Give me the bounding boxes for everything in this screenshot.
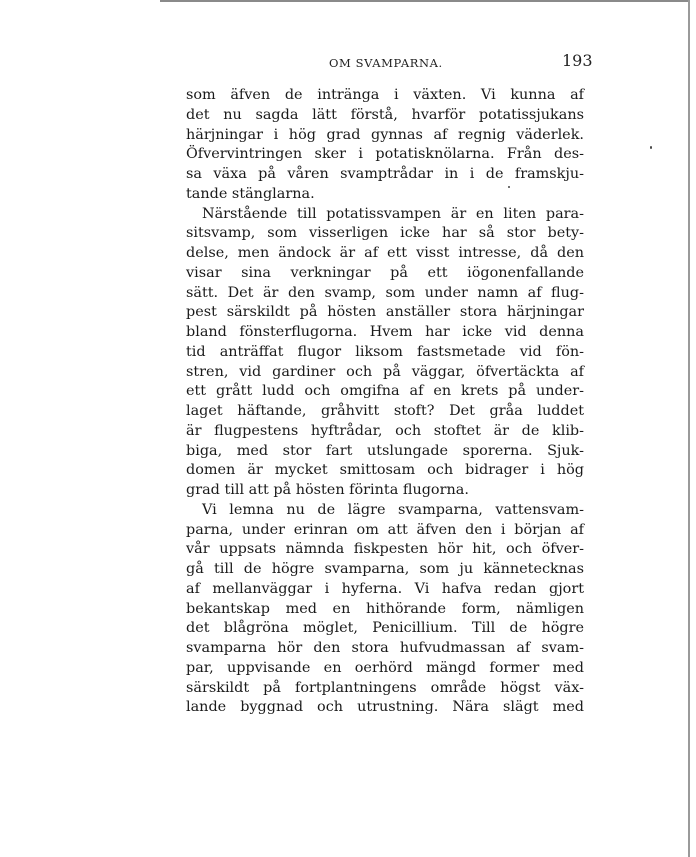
text-line: stren, vid gardiner och på väggar, öfvertäckta af: [186, 363, 584, 380]
text-line: tande stänglarna.: [186, 185, 315, 202]
text-line: sa växa på våren svamptrådar in i de framskju-: [186, 166, 584, 182]
text-line: laget häftande, gråhvitt stoft? Det gråa luddet: [186, 403, 584, 419]
text-line: biga, med stor fart utslungade sporerna. Sjuk-: [186, 442, 584, 459]
text-line: delse, men ändock är af ett visst intresse, då den: [186, 245, 584, 261]
text-line: det blågröna möglet, Penicillium. Till de högre: [186, 620, 584, 637]
text-line: pest särskildt på hösten anställer stora härjningar: [186, 304, 584, 321]
text-line: parna, under erinran om att äfven den i början af: [186, 521, 584, 538]
text-line: grad till att på hösten förinta flugorna.: [186, 482, 469, 498]
text-line: som äfven de intränga i växten. Vi kunna af: [186, 87, 584, 103]
text-line: vår uppsats nämnda fiskpesten hör hit, och öfver-: [186, 541, 584, 558]
text-line: sätt. Det är den svamp, som under namn af flug-: [186, 284, 584, 301]
text-line: tid anträffat flugor liksom fastsmetade vid fön-: [186, 343, 584, 360]
paragraph-start-line: Närstående till potatissvampen är en liten para-: [202, 205, 584, 222]
running-title: OM SVAMPARNA.: [329, 56, 443, 70]
body-text: [186, 86, 584, 718]
text-line: det nu sagda lätt förstå, hvarför potatissjukans: [186, 106, 584, 123]
top-edge-rule: [160, 0, 688, 2]
text-line: härjningar i hög grad gynnas af regnig väderlek.: [186, 126, 584, 143]
text-line: Öfvervintringen sker i potatisknölarna. Från des-: [186, 146, 584, 163]
text-line: särskildt på fortplantningens område högst väx-: [186, 679, 584, 696]
text-line: domen är mycket smittosam och bidrager i hög: [186, 462, 584, 479]
text-line: bekantskap med en hithörande form, nämligen: [186, 600, 584, 617]
text-line: bland fönsterflugorna. Hvem har icke vid denna: [186, 324, 584, 340]
right-edge-rule: [688, 0, 690, 857]
text-line: lande byggnad och utrustning. Nära slägt med: [186, 699, 584, 716]
text-line: af mellanväggar i hyferna. Vi hafva redan gjort: [186, 580, 584, 597]
page-number: 193: [562, 51, 593, 70]
text-line: svamparna hör den stora hufvudmassan af svam-: [186, 640, 584, 656]
scan-speck: [508, 186, 510, 188]
text-line: par, uppvisande en oerhörd mängd former med: [186, 659, 584, 676]
scan-speck: [650, 146, 652, 149]
text-line: gå till de högre svamparna, som ju kännetecknas: [186, 561, 584, 577]
text-line: är flugpestens hyftrådar, och stoftet är de klib-: [186, 422, 584, 439]
text-line: visar sina verkningar på ett iögonenfallande: [186, 264, 584, 281]
text-line: ett grått ludd och omgifna af en krets på under-: [186, 383, 584, 400]
text-line: sitsvamp, som visserligen icke har så stor bety-: [186, 225, 584, 242]
paragraph-start-line: Vi lemna nu de lägre svamparna, vattensvam-: [202, 501, 584, 518]
